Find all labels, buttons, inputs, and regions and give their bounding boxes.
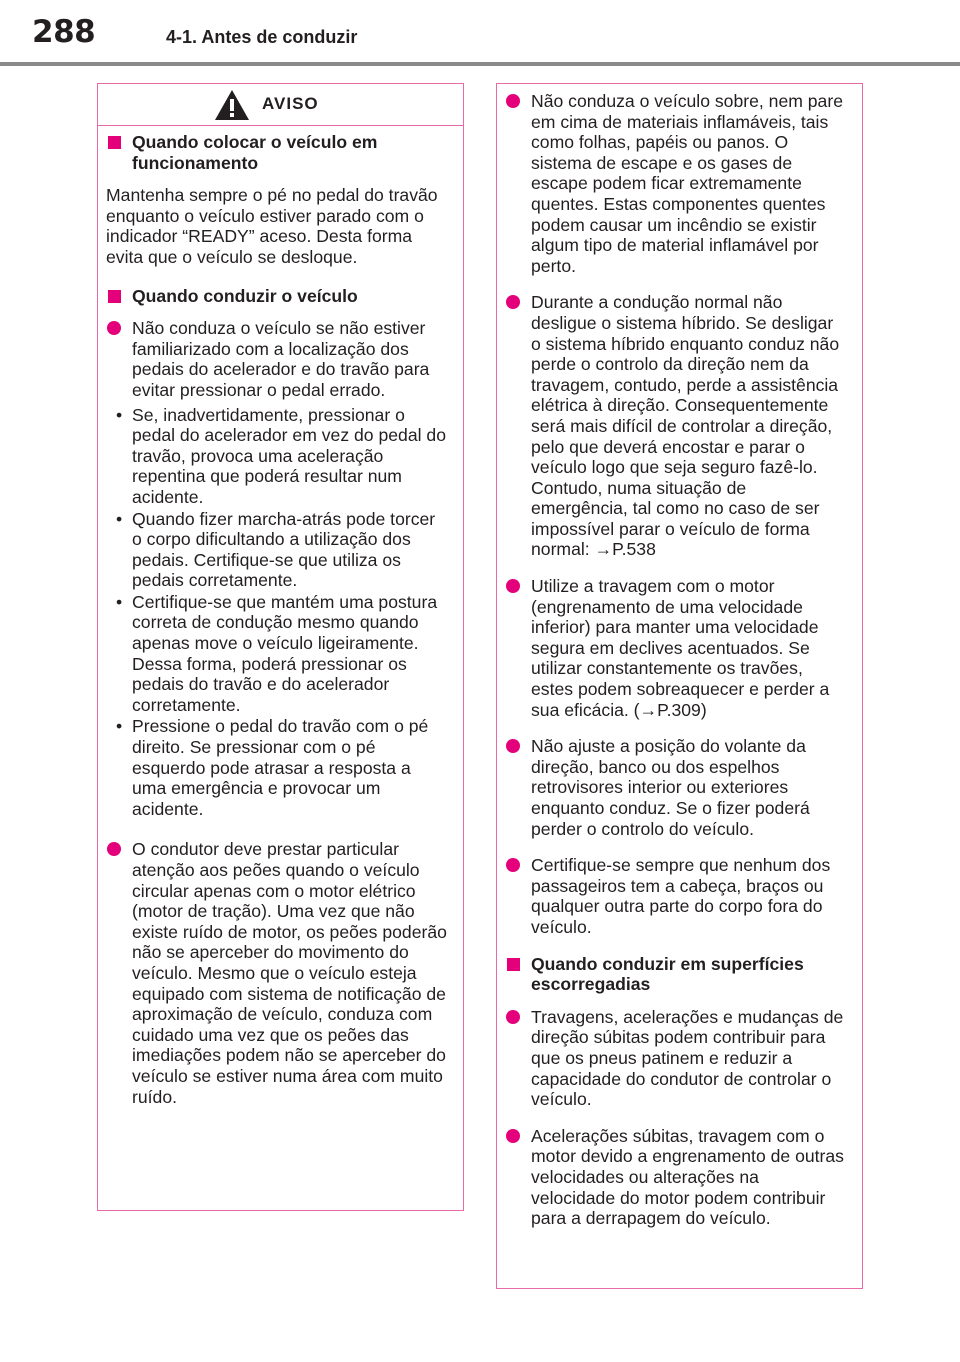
warning-label: AVISO [262,94,319,113]
bullet-item [106,318,447,400]
circle-bullet-icon [506,858,520,872]
paragraph: Mantenha sempre o pé no pedal do travão enquanto o veículo estiver parado com o indicador “READY” aceso. Desta forma evita que o veículo se desloque. [106,185,438,267]
bullet-text: Travagens, acelerações e mudanças de direção súbitas podem contribuir para que os pneus patinem e reduzir a capacidade do condutor de controlar o veículo. [531,1006,844,1110]
sub-list [106,405,447,820]
bullet-item [505,91,846,276]
bullet-text: Não conduza o veículo sobre, nem pare em cima de materiais inflamáveis, tais como folhas, papéis ou panos. O sistema de escape e os gases de escape podem ficar extremamente quentes. Estas componentes quentes podem causar um incêndio se existir algum tipo de material inflamável por perto. [531,91,843,276]
bullet-text: O condutor deve prestar particular atenção aos peões quando o veículo circular apenas com o motor elétrico (motor de tração). Uma vez que não existe ruído de motor, os peões poderão não se aperceber do movimento do veículo. Mesmo que o veículo esteja equipado com sistema de notificação de aproximação de veículo, conduza com cuidado uma vez que os peões das imediações podem não se aperceber do veículo se estiver numa área com muito ruído. [132,839,447,1107]
square-bullet-icon [108,290,121,303]
bullet-item [505,1126,846,1229]
dot-marker: • [116,716,123,737]
section-heading [106,132,447,173]
page-number: 288 [32,14,96,50]
dot-marker: • [116,404,123,425]
circle-bullet-icon [506,739,520,753]
bullet-item [505,736,846,839]
bullet-item [505,292,846,560]
sub-text: Se, inadvertidamente, pressionar o pedal do acelerador em vez do pedal do travão, provoca uma aceleração repentina que poderá resultar num acidente. [132,404,446,507]
heading-text: Quando conduzir em superfícies escorregadias [531,953,804,995]
circle-bullet-icon [506,579,520,593]
section-heading [106,286,447,307]
sub-text: Pressione o pedal do travão com o pé direito. Se pressionar com o pé esquerdo pode atrasar a resposta a uma emergência e provocar um acidente. [132,716,429,819]
bullet-item [505,855,846,937]
circle-bullet-icon [506,1129,520,1143]
sub-item [106,509,447,591]
square-bullet-icon [507,958,520,971]
section-title: 4-1. Antes de conduzir [166,27,358,47]
warning-triangle-icon [214,89,250,121]
page-header [0,0,960,66]
sub-item [106,405,447,508]
header-rule [0,62,960,66]
bullet-text: Durante a condução normal não desligue o sistema híbrido. Se desligar o sistema híbrido enquanto conduz não perde o controlo da direção nem da travagem, contudo, perde a assistência elétrica à direção. Consequentemente será mais difícil de controlar a direção, pelo que deverá encostar e parar o veículo logo que seja seguro fazê-lo. Contudo, numa situação de emergência, tal como no caso de ser impossível parar o veículo de forma normal: →P.538 [531,292,840,560]
heading-text: Quando conduzir o veículo [132,285,358,306]
warning-content-right [497,84,862,1229]
dot-marker: • [116,508,123,529]
sub-text: Certifique-se que mantém uma postura correta de condução mesmo quando apenas move o veículo ligeiramente. Dessa forma, poderá pressionar os pedais do travão e do acelerador corretamente. [132,591,438,715]
bullet-text: Acelerações súbitas, travagem com o motor devido a engrenamento de outras velocidades ou alterações na velocidade do motor podem contribuir para a derrapagem do veículo. [531,1125,844,1229]
warning-header [98,84,463,126]
bullet-text: Utilize a travagem com o motor (engrenamento de uma velocidade inferior) para manter uma velocidade segura em declives acentuados. Se utilizar constantemente os travões, estes podem sobreaquecer e perder a sua eficácia. (→P.309) [531,576,830,720]
circle-bullet-icon [107,842,121,856]
warning-box-right [496,83,863,1289]
circle-bullet-icon [107,321,121,335]
circle-bullet-icon [506,94,520,108]
heading-text: Quando colocar o veículo em funcionamento [132,132,378,173]
sub-text: Quando fizer marcha-atrás pode torcer o corpo dificultando a utilização dos pedais. Certifique-se que utiliza os pedais corretamente. [132,508,436,591]
bullet-text: Não ajuste a posição do volante da direção, banco ou dos espelhos retrovisores interior ou exteriores enquanto conduz. Se o fizer poderá perder o controlo do veículo. [531,736,810,839]
section-heading [505,954,846,995]
warning-box-left [97,83,464,1211]
bullet-text: Não conduza o veículo se não estiver familiarizado com a localização dos pedais do acelerador e do travão para evitar pressionar o pedal errado. [132,318,430,400]
circle-bullet-icon [506,295,520,309]
bullet-item [106,839,447,1107]
dot-marker: • [116,591,123,612]
bullet-item [505,576,846,720]
bullet-item [505,1007,846,1110]
circle-bullet-icon [506,1010,520,1024]
sub-item [106,716,447,819]
bullet-text: Certifique-se sempre que nenhum dos passageiros tem a cabeça, braços ou qualquer outra parte do corpo fora do veículo. [531,855,831,937]
square-bullet-icon [108,136,121,149]
warning-content-left [98,126,463,1107]
sub-item [106,592,447,716]
